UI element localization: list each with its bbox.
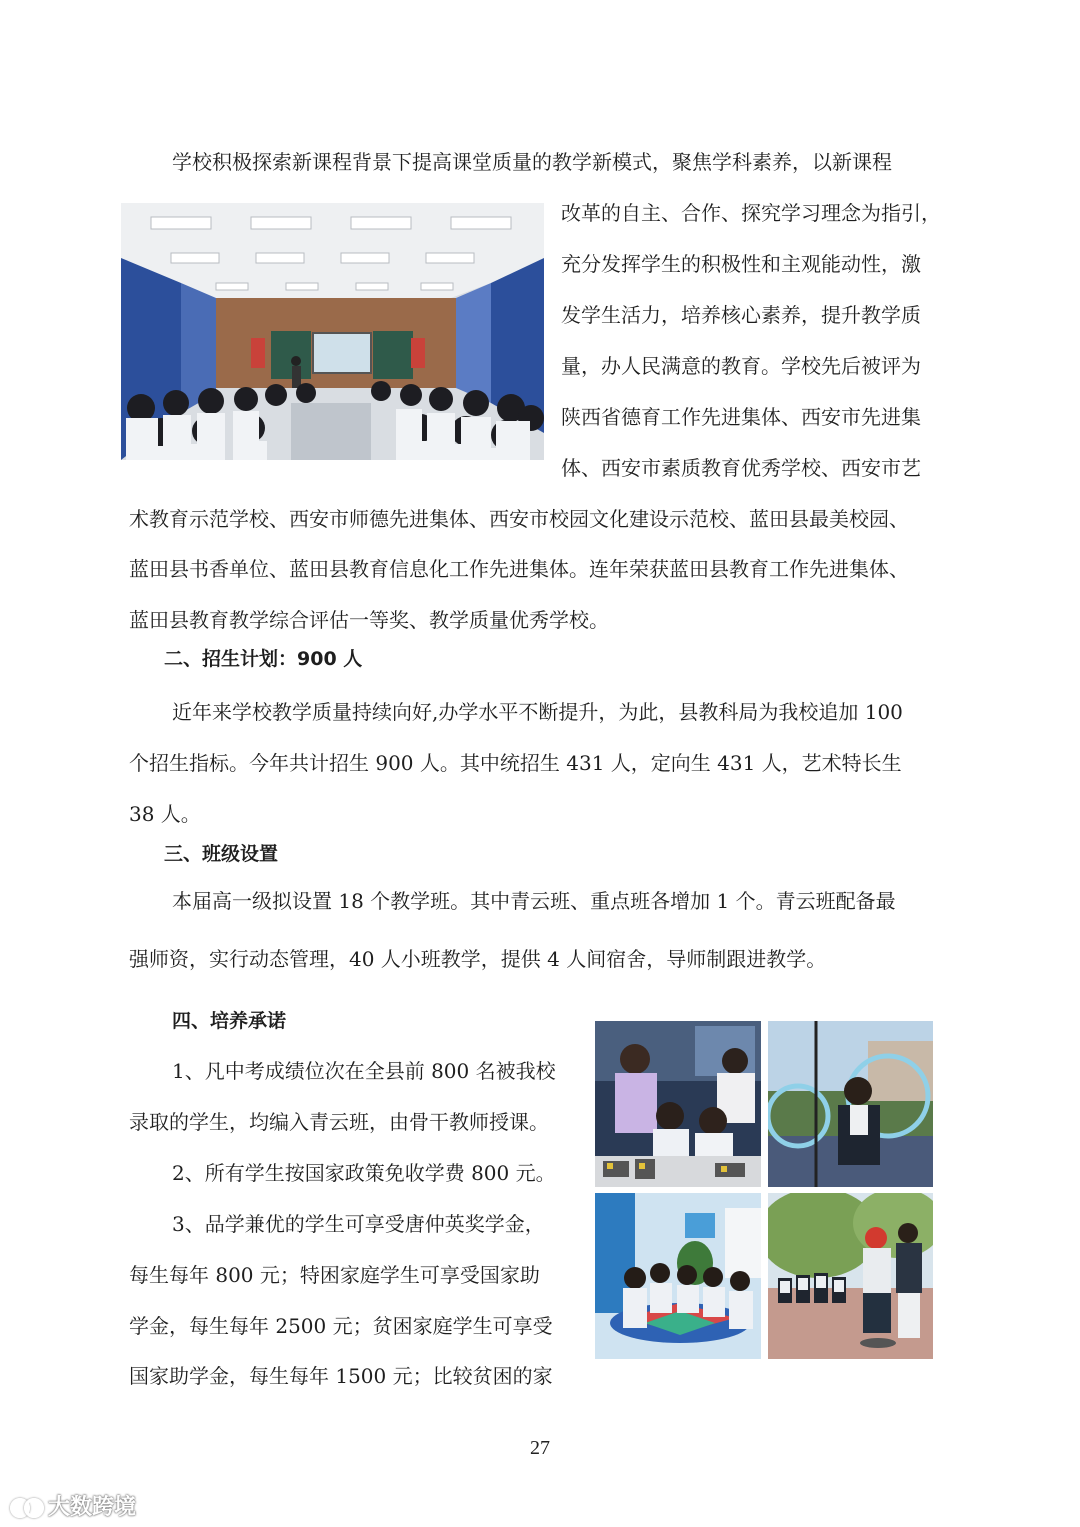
watermark-logo-icon [10,1495,44,1517]
paragraph-1-line: 改革的自主、合作、探究学习理念为指引， [561,201,941,225]
section-3-line: 强师资，实行动态管理，40 人小班教学，提供 4 人间宿舍，导师制跟进教学。 [129,947,827,971]
paragraph-1-line: 量，办人民满意的教育。学校先后被评为 [561,354,921,378]
section-4-line: 1、凡中考成绩位次在全县前 800 名被我校 [172,1059,556,1083]
robotics-photo [595,1021,761,1187]
page-number: 27 [530,1437,550,1459]
paragraph-1-line: 陕西省德育工作先进集体、西安市先进集 [561,405,921,429]
section-2-line: 个招生指标。今年共计招生 900 人。其中统招生 431 人，定向生 431 人，艺术特长生 [129,751,902,775]
section-2-heading: 二、招生计划：900 人 [164,648,363,670]
section-4-line: 每生每年 800 元；特困家庭学生可享受国家助 [129,1263,540,1287]
watermark-text: 大数跨境 [48,1495,137,1520]
section-4-line: 学金，每生每年 2500 元；贫困家庭学生可享受 [129,1314,553,1338]
paragraph-1-line: 体、西安市素质教育优秀学校、西安市艺 [561,456,921,480]
section-2-line: 近年来学校教学质量持续向好,办学水平不断提升，为此，县教科局为我校追加 100 [172,700,903,724]
section-4-line: 录取的学生，均编入青云班，由骨干教师授课。 [129,1110,549,1134]
watermark [10,1490,136,1521]
paragraph-1-line: 发学生活力，培养核心素养，提升教学质 [561,303,921,327]
section-2-line: 38 人。 [129,802,201,826]
section-3-line: 本届高一级拟设置 18 个教学班。其中青云班、重点班各增加 1 个。青云班配备最 [172,889,896,913]
classroom-activity-photo [595,1193,761,1359]
section-4-line: 3、品学兼优的学生可享受唐仲英奖学金， [172,1212,545,1236]
paragraph-1-line: 蓝田县教育教学综合评估一等奖、教学质量优秀学校。 [129,608,609,632]
section-3-heading: 三、班级设置 [164,843,279,865]
outdoor-activity-photo [768,1193,933,1359]
paragraph-1-line: 蓝田县书香单位、蓝田县教育信息化工作先进集体。连年荣获蓝田县教育工作先进集体、 [129,557,909,581]
paragraph-1-line: 充分发挥学生的积极性和主观能动性，激 [561,252,921,276]
drone-photo [768,1021,933,1187]
paragraph-1-line: 术教育示范学校、西安市师德先进集体、西安市校园文化建设示范校、蓝田县最美校园、 [129,507,909,531]
section-4-heading: 四、培养承诺 [172,1010,287,1032]
paragraph-1-line: 学校积极探索新课程背景下提高课堂质量的教学新模式，聚焦学科素养，以新课程 [172,150,892,174]
classroom-photo [121,203,544,460]
section-4-line: 2、所有学生按国家政策免收学费 800 元。 [172,1161,556,1185]
section-4-line: 国家助学金，每生每年 1500 元；比较贫困的家 [129,1364,553,1388]
